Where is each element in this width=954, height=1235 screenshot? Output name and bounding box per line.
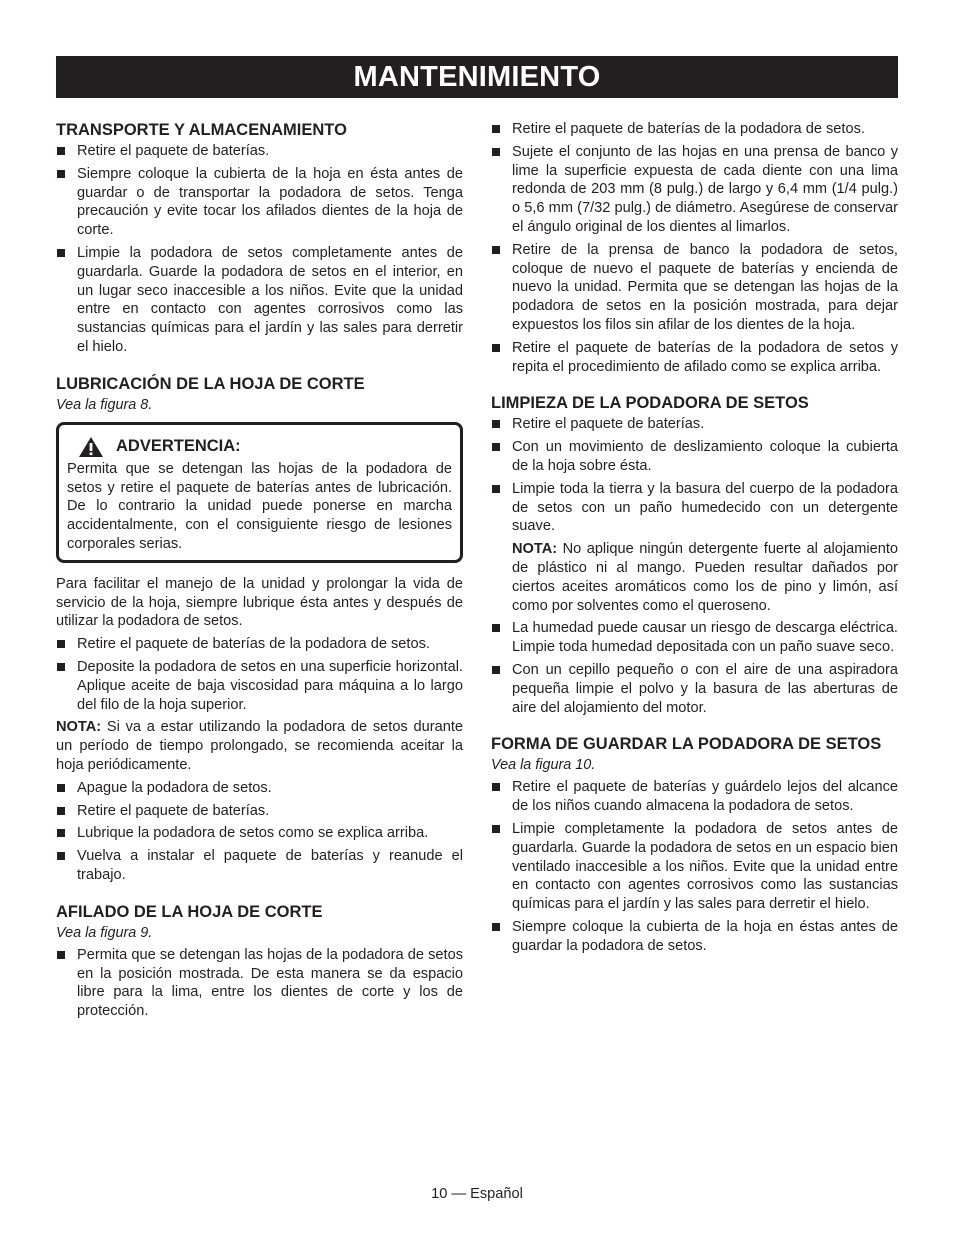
- figure-reference: Vea la figura 10.: [491, 757, 596, 774]
- right-column: [491, 120, 898, 959]
- note-text: Si va a estar utilizando la podadora de setos durante un período de tiempo prolongado, se recomienda aceitar la hoja periódicamente.: [56, 719, 463, 773]
- list-item: Retire el paquete de baterías de la podadora de setos.: [491, 120, 898, 139]
- list-item: Limpie la podadora de setos completamente antes de guardarla. Guarde la podadora de setos en el interior, en un lugar seco inaccesible a los niños. Evite que la unidad entre en contacto con agentes corrosivos como las sustancias químicas para el jardín y las sales para derretir el hielo.: [56, 244, 463, 357]
- list-item: Retire el paquete de baterías y guárdelo lejos del alcance de los niños cuando almacena la podadora de setos.: [491, 778, 898, 816]
- warning-title: ADVERTENCIA:: [116, 437, 241, 456]
- note-label: NOTA:: [512, 541, 558, 558]
- page-footer: 10 — Español: [431, 1186, 523, 1202]
- list-item: Deposite la podadora de setos en una superficie horizontal. Aplique aceite de baja viscosidad para máquina a lo largo del filo de la hoja superior.: [56, 658, 463, 714]
- list-item: Apague la podadora de setos.: [56, 779, 463, 798]
- afilado-list-continued: [491, 120, 898, 376]
- section-title-transporte: TRANSPORTE Y ALMACENAMIENTO: [56, 121, 347, 139]
- list-item: Vuelva a instalar el paquete de baterías y reanude el trabajo.: [56, 847, 463, 885]
- page-title-banner: MANTENIMIENTO: [56, 56, 898, 98]
- guardar-list: [491, 778, 898, 955]
- list-item: Sujete el conjunto de las hojas en una prensa de banco y lime la superficie expuesta de cada diente con una lima redonda de 203 mm (8 pulg.) de largo y 6,4 mm (1/4 pulg.) o 5,6 mm (7/32 pulg.) de diámetro. Asegúrese de conservar el ángulo original de los dientes al limarlos.: [491, 143, 898, 237]
- list-item: Retire el paquete de baterías de la podadora de setos.: [56, 635, 463, 654]
- figure-reference: Vea la figura 8.: [56, 396, 153, 413]
- list-item: Con un cepillo pequeño o con el aire de una aspiradora pequeña limpie el polvo y la basura de las aberturas de aire del alojamiento del motor.: [491, 661, 898, 717]
- note-paragraph: [56, 718, 463, 774]
- note-paragraph: [491, 540, 898, 615]
- figure-reference: Vea la figura 9.: [56, 924, 153, 941]
- afilado-list: [56, 946, 463, 1021]
- warning-triangle-icon: [78, 436, 104, 458]
- list-item: Limpie completamente la podadora de setos antes de guardarla. Guarde la podadora de setos en un espacio bien ventilado inaccesible a los niños. Evite que la unidad entre en contacto con agentes corrosivos como las sustancias químicas para el jardín y las sales para derretir el hielo.: [491, 820, 898, 914]
- transporte-list: [56, 142, 463, 357]
- list-item: Retire el paquete de baterías.: [491, 415, 898, 434]
- note-text: No aplique ningún detergente fuerte al alojamiento de plástico ni al mango. Pueden resultar dañados por ciertos aceites aromáticos como los de pino y limón, así como por solventes como el queroseno.: [512, 541, 898, 614]
- warning-text: Permita que se detengan las hojas de la podadora de setos y retire el paquete de baterías antes de lubricación. De lo contrario la unidad puede ponerse en marcha accidentalmente, con el consiguiente riesgo de lesiones corporales serias.: [67, 460, 452, 552]
- list-item: Retire el paquete de baterías.: [56, 142, 463, 161]
- list-item: Con un movimiento de deslizamiento coloque la cubierta de la hoja sobre ésta.: [491, 438, 898, 476]
- list-item: Retire el paquete de baterías de la podadora de setos y repita el procedimiento de afilado como se explica arriba.: [491, 339, 898, 377]
- section-title-afilado: AFILADO DE LA HOJA DE CORTE: [56, 902, 323, 921]
- list-item: Retire de la prensa de banco la podadora de setos, coloque de nuevo el paquete de baterías y encienda de nuevo la unidad. Permita que se detengan las hojas de la podadora de setos en la posición mostrada, para dejar expuestos los filos sin afilar de los dientes de la hoja.: [491, 241, 898, 335]
- list-item: Siempre coloque la cubierta de la hoja en ésta antes de guardar o de transportar la podadora de setos. Tenga precaución y evite tocar los afilados dientes de la hoja de corte.: [56, 165, 463, 240]
- limpieza-list-a: [491, 415, 898, 536]
- section-title-lubricacion: LUBRICACIÓN DE LA HOJA DE CORTE: [56, 374, 365, 393]
- left-column: [56, 120, 463, 1025]
- list-item: Retire el paquete de baterías.: [56, 802, 463, 821]
- section-title-limpieza: LIMPIEZA DE LA PODADORA DE SETOS: [491, 394, 809, 413]
- list-item: Siempre coloque la cubierta de la hoja en éstas antes de guardar la podadora de setos.: [491, 918, 898, 956]
- section-title-guardar: FORMA DE GUARDAR LA PODADORA DE SETOS: [491, 735, 882, 754]
- list-item: Lubrique la podadora de setos como se explica arriba.: [56, 824, 463, 843]
- list-item: Limpie toda la tierra y la basura del cuerpo de la podadora de setos con un paño humedecido con un detergente suave.: [491, 480, 898, 536]
- lubrication-intro: Para facilitar el manejo de la unidad y prolongar la vida de servicio de la hoja, siempre lubrique ésta antes y después de utilizar la podadora de setos.: [56, 575, 463, 630]
- lubricacion-list-b: [56, 779, 463, 885]
- warning-box: [56, 422, 463, 563]
- list-item: Permita que se detengan las hojas de la podadora de setos en la posición mostrada. De esta manera se da espacio libre para la lima, entre los dientes de corte y los de protección.: [56, 946, 463, 1021]
- limpieza-list-b: [491, 619, 898, 717]
- note-label: NOTA:: [56, 719, 102, 736]
- list-item: La humedad puede causar un riesgo de descarga eléctrica. Limpie toda humedad depositada con un paño suave seco.: [491, 619, 898, 657]
- warning-header: [67, 436, 452, 458]
- lubricacion-list-a: [56, 635, 463, 714]
